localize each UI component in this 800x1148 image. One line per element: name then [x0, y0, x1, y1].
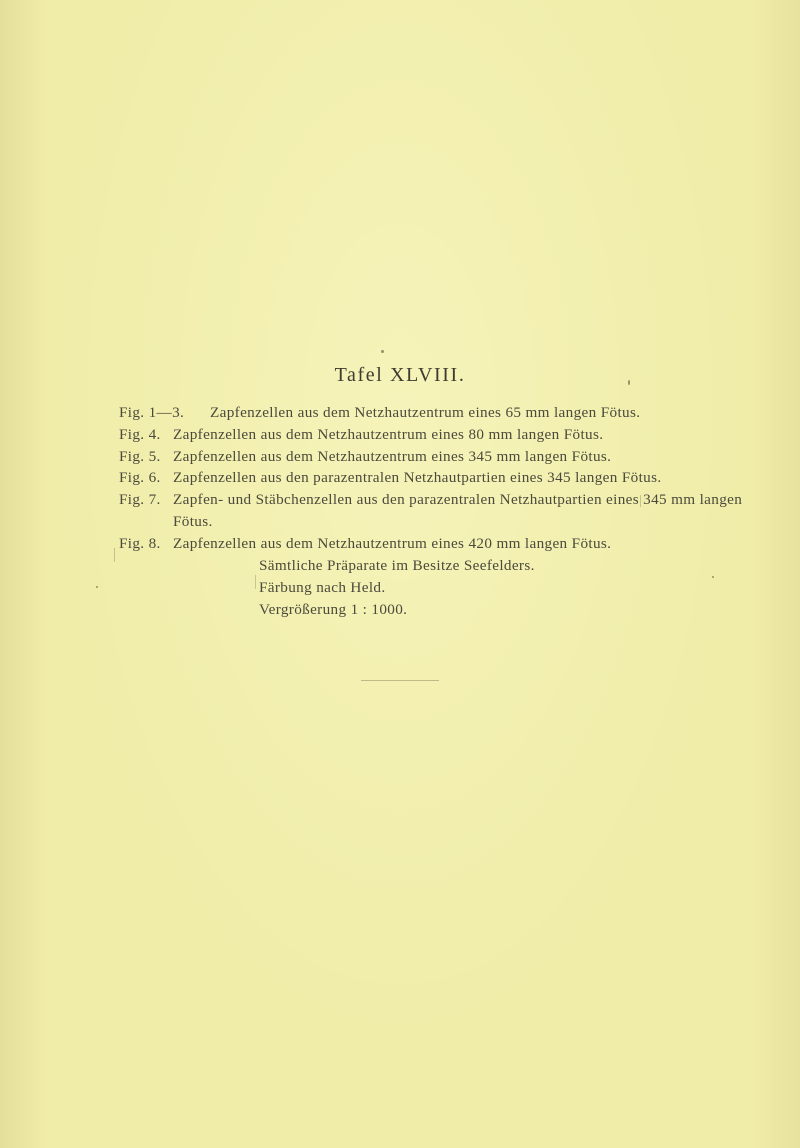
caption-figure-label: Fig. 1—3. — [119, 404, 185, 421]
divider-rule — [361, 680, 439, 681]
paper-mark — [255, 575, 256, 589]
caption-text: Zapfenzellen aus dem Netzhautzentrum eines 80 mm langen Fötus. — [173, 425, 604, 443]
caption-text: Zapfenzellen aus dem Netzhautzentrum eines 345 mm langen Fötus. — [173, 447, 612, 465]
figure-caption-list — [119, 402, 779, 555]
preparation-notes — [259, 555, 535, 620]
plate-title: Tafel XLVIII. — [334, 364, 466, 386]
paper-speck — [628, 380, 630, 385]
paper-speck — [381, 350, 384, 353]
caption-figure-label: Fig. 7. — [119, 491, 161, 509]
note-line: Sämtliche Präparate im Besitze Seefelders. — [259, 557, 535, 574]
caption-row — [119, 467, 779, 489]
paper-mark — [114, 548, 115, 562]
caption-figure-label: Fig. 8. — [119, 534, 161, 552]
caption-figure-label: Fig. 5. — [119, 447, 161, 465]
caption-text: Zapfenzellen aus dem Netzhautzentrum eines 65 mm langen Fötus. — [210, 404, 641, 421]
caption-row — [119, 402, 779, 424]
caption-row — [119, 489, 779, 533]
caption-text: Zapfenzellen aus dem Netzhautzentrum eines 420 mm langen Fötus. — [173, 534, 612, 552]
caption-text: Zapfenzellen aus den parazentralen Netzhautpartien eines 345 langen Fötus. — [173, 469, 662, 487]
note-line: Färbung nach Held. — [259, 578, 386, 596]
caption-text: Zapfen- und Stäbchenzellen aus den parazentralen Netzhautpartien eines 345 mm langen Fötus. — [173, 491, 743, 530]
caption-row — [119, 446, 779, 468]
caption-row — [119, 533, 779, 555]
paper-mark — [640, 495, 641, 507]
caption-figure-label: Fig. 6. — [119, 469, 161, 487]
caption-figure-label: Fig. 4. — [119, 425, 161, 443]
note-line: Vergrößerung 1 : 1000. — [259, 600, 408, 618]
paper-speck — [712, 576, 714, 578]
paper-speck — [96, 586, 98, 588]
caption-row — [119, 424, 779, 446]
